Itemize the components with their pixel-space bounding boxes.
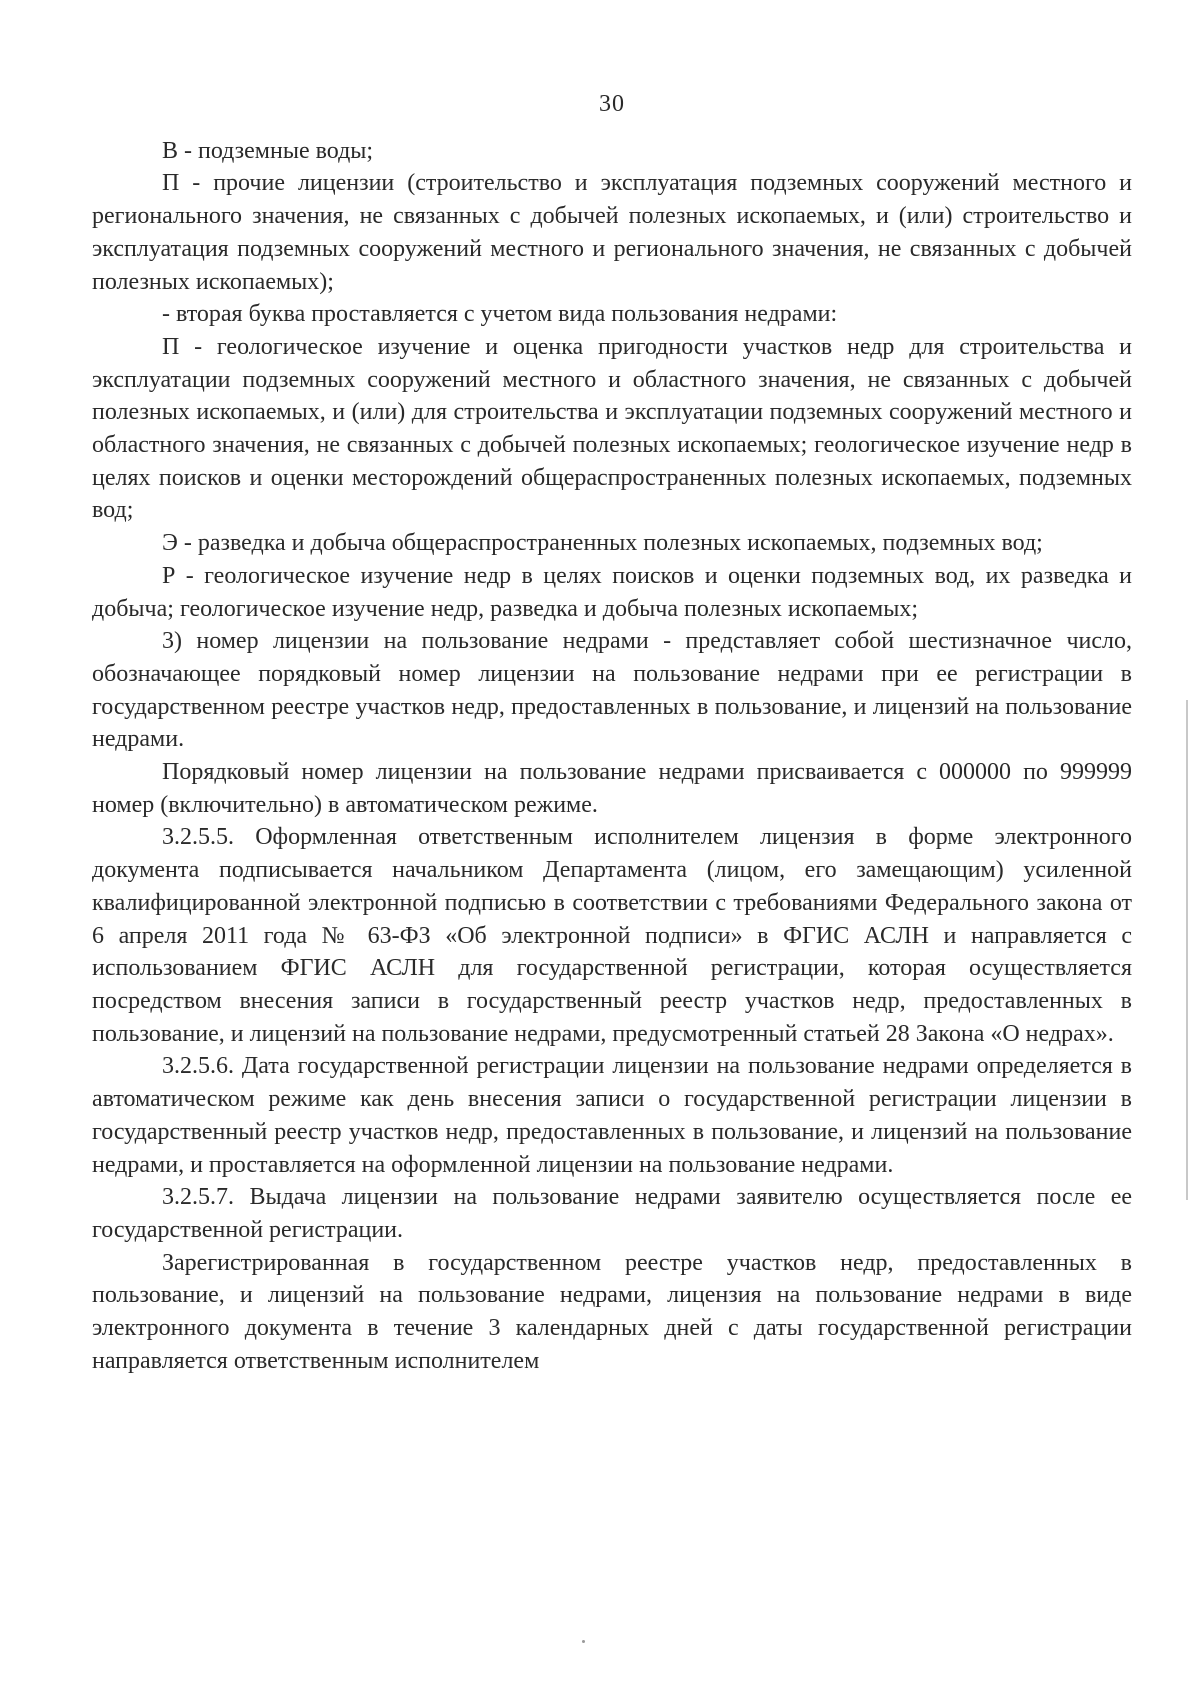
paragraph-geological-study: П - геологическое изучение и оценка пригодности участков недр для строительства и эксплуатации подземных сооружений местного и областного значения, не связанных с добычей полезных ископаемых, и (или) для строительства и эксплуатации подземных сооружений местного и областного значения, не связанных с добычей полезных ископаемых; геологическое изучение недр в целях поисков и оценки месторождений общераспространенных полезных ископаемых, подземных вод; [92, 333, 1132, 524]
paragraph-groundwater-study: Р - геологическое изучение недр в целях поисков и оценки подземных вод, их разведка и добыча; геологическое изучение недр, разведка и добыча полезных ископаемых; [92, 562, 1132, 622]
scan-edge-mark [1186, 700, 1188, 1200]
document-page [92, 88, 1132, 1377]
paragraph-other-licenses: П - прочие лицензии (строительство и эксплуатация подземных сооружений местного и регионального значения, не связанных с добычей полезных ископаемых, и (или) строительство и эксплуатация подземных сооружений местного и регионального значения, не связанных с добычей полезных ископаемых); [92, 170, 1132, 295]
scan-dot [582, 1640, 585, 1643]
paragraph-exploration-mining: Э - разведка и добыча общераспространенных полезных ископаемых, подземных вод; [162, 530, 1043, 557]
paragraph-3-2-5-5: 3.2.5.5. Оформленная ответственным исполнителем лицензия в форме электронного документа подписывается начальником Департамента (лицом, его замещающим) усиленной квалифицированной электронной подписью в соответствии с требованиями Федерального закона от 6 апреля 2011 года № 63-ФЗ «Об электронной подписи» в ФГИС АСЛН и направляется с использованием ФГИС АСЛН для государственной регистрации, которая осуществляется посредством внесения записи в государственный реестр участков недр, предоставленных в пользование, и лицензий на пользование недрами, предусмотренный статьей 28 Закона «О недрах». [92, 824, 1132, 1047]
paragraph-registered-license: Зарегистрированная в государственном реестре участков недр, предоставленных в пользование, и лицензий на пользование недрами, лицензия на пользование недрами в виде электронного документа в течение 3 календарных дней с даты государственной регистрации направляется ответственным исполнителем [92, 1249, 1132, 1374]
paragraph-3-2-5-6: 3.2.5.6. Дата государственной регистрации лицензии на пользование недрами определяется в автоматическом режиме как день внесения записи о государственной регистрации лицензии в государственный реестр участков недр, предоставленных в пользование, и лицензий на пользование недрами, и проставляется на оформленной лицензии на пользование недрами. [92, 1053, 1132, 1178]
page-number: 30 [599, 91, 625, 117]
paragraph-3-2-5-7: 3.2.5.7. Выдача лицензии на пользование недрами заявителю осуществляется после ее государственной регистрации. [92, 1184, 1132, 1243]
paragraph-license-number: 3) номер лицензии на пользование недрами - представляет собой шестизначное число, обозначающее порядковый номер лицензии на пользование недрами при ее регистрации в государственном реестре участков недр, предоставленных в пользование, и лицензий на пользование недрами. [92, 628, 1132, 753]
paragraph-serial-number: Порядковый номер лицензии на пользование недрами присваивается с 000000 по 999999 номер (включительно) в автоматическом режиме. [92, 759, 1132, 818]
paragraph-groundwater: В - подземные воды; [162, 137, 374, 164]
paragraph-second-letter: - вторая буква проставляется с учетом вида пользования недрами: [162, 301, 838, 328]
